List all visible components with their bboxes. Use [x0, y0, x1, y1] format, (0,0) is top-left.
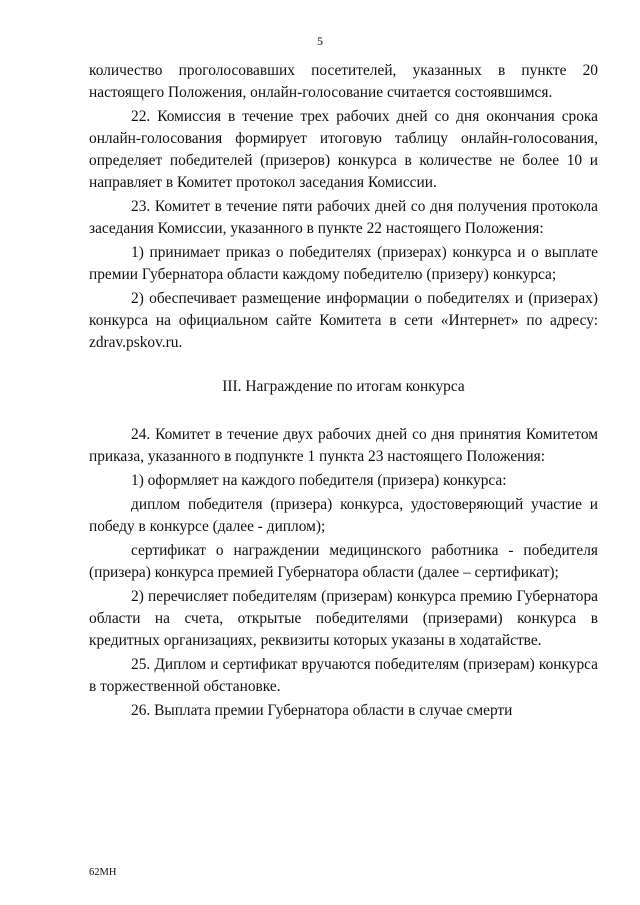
section-heading: III. Награждение по итогам конкурса	[222, 378, 465, 395]
paragraph-item-23-sub-2: 2) обеспечивает размещение информации о победителях и (призерах) конкурса на официальном сайте Комитета в сети «Интернет» по адресу: zdrav.pskov.ru.	[89, 290, 598, 351]
paragraph-item-24-sub-1: 1) оформляет на каждого победителя (призера) конкурса:	[131, 472, 507, 489]
page-number: 5	[317, 34, 323, 48]
paragraph-item-23-sub-1: 1) принимает приказ о победителях (призерах) конкурса и о выплате премии Губернатора области каждому победителю (призеру) конкурса;	[89, 244, 598, 283]
paragraph-item-24: 24. Комитет в течение двух рабочих дней со дня принятия Комитетом приказа, указанного в подпункте 1 пункта 23 настоящего Положения:	[89, 426, 598, 465]
paragraph-item-24-sub-2: 2) перечисляет победителям (призерам) конкурса премию Губернатора области на счета, открытые победителями (призерами) конкурса в кредитных организациях, реквизиты которых указаны в ходатайстве.	[89, 588, 598, 649]
paragraph-item-26: 26. Выплата премии Губернатора области в случае смерти	[131, 702, 513, 719]
paragraph-continuation: количество проголосовавших посетителей, указанных в пункте 20 настоящего Положения, онлайн-голосование считается состоявшимся.	[89, 62, 598, 101]
paragraph-item-25: 25. Диплом и сертификат вручаются победителям (призерам) конкурса в торжественной обстановке.	[89, 656, 598, 695]
paragraph-certificate: сертификат о награждении медицинского работника - победителя (призера) конкурса премией Губернатора области (далее – сертификат);	[89, 542, 598, 581]
document-body	[89, 60, 598, 724]
paragraph-item-22: 22. Комиссия в течение трех рабочих дней со дня окончания срока онлайн-голосования формирует итоговую таблицу онлайн-голосования, определяет победителей (призеров) конкурса в количестве не более 10 и направляет в Комитет протокол заседания Комиссии.	[89, 108, 598, 191]
footer-document-code: 62МН	[89, 867, 117, 878]
paragraph-item-23: 23. Комитет в течение пяти рабочих дней со дня получения протокола заседания Комиссии, указанного в пункте 22 настоящего Положения:	[89, 198, 598, 237]
paragraph-diploma: диплом победителя (призера) конкурса, удостоверяющий участие и победу в конкурсе (далее - диплом);	[89, 496, 598, 535]
